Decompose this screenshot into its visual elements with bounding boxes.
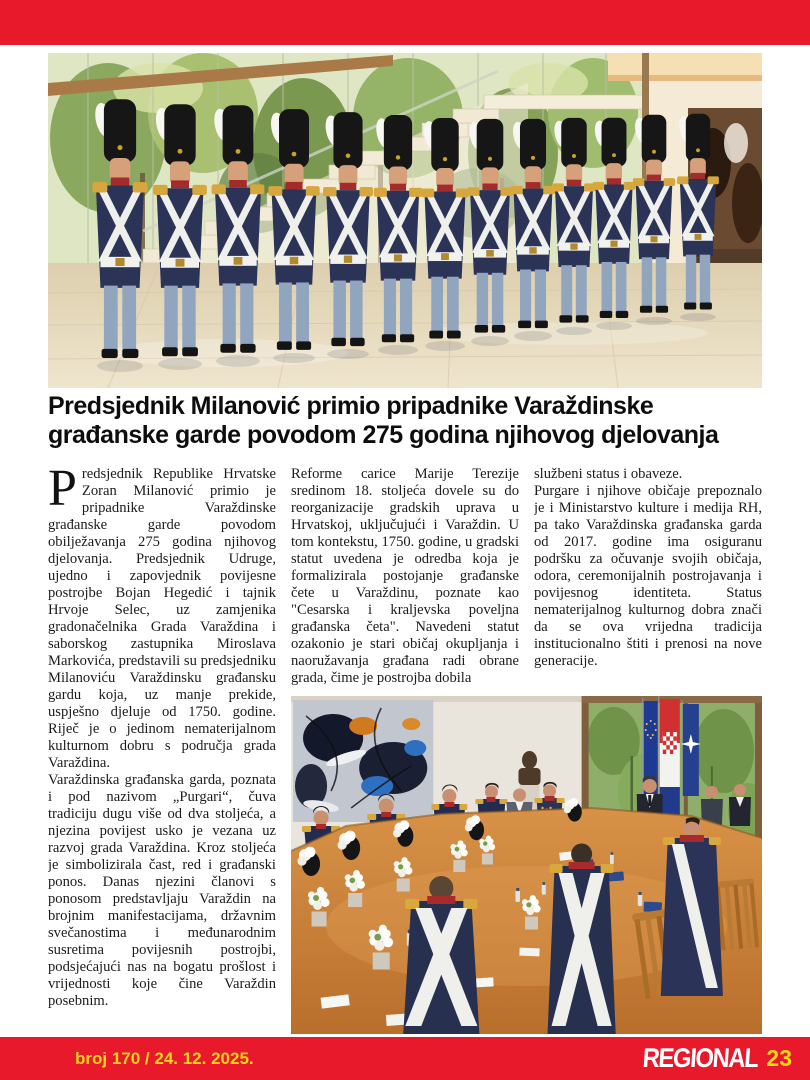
- article-headline: [48, 392, 768, 450]
- ceremony-photo: [48, 53, 762, 388]
- article-column-1: [48, 466, 276, 1028]
- top-red-bar: [0, 0, 810, 45]
- paragraph-text: redsjednik Republike Hrvatske Zoran Milanović primio je pripadnike Varaždinske građanske garde povodom obilježavanja 275 godina njihovog djelovanja. Predsjednik Udruge, ujedno i zapovjednik povijesne postrojbe Bojan Hegedić i tajnik Hrvoje Selec, uz zamjenika gradonačelnika Grada Varaždina i saborskog zastupnika Miroslava Markovića, predstavili su predsjedniku Milanoviću Varaždinsku građansku gardu koja, uz manje prekide, uspješno djeluje od 1750. godine. Riječ je o jedinom nematerijalnom kulturnom dobru s područja grada Varaždina.: [48, 466, 276, 771]
- headline-line-1: Predsjednik Milanović primio pripadnike Varaždinske: [48, 392, 654, 420]
- paragraph: [48, 466, 276, 772]
- meeting-photo-graphic: [291, 696, 762, 1034]
- paragraph: službeni status i obaveze.: [534, 466, 683, 482]
- page-number: 23: [766, 1045, 792, 1071]
- headline-line-2: građanske garde povodom 275 godina njihovog djelovanja: [48, 421, 719, 449]
- magazine-logo: REGIONAL: [641, 1043, 759, 1073]
- footer-right: [627, 1037, 792, 1080]
- paragraph: Purgare i njihove običaje prepoznalo je i Ministarstvo kulture i medija RH, pa tako Varaždinska građanska garda od 2017. godine ima osiguranu podršku za očuvanje svojih običaja, odora, ceremonijalnih postrojavanja i povijesnog identiteta. Status nematerijalnog kulturnog dobra znači da se ova vrijedna tradicija institucionalno štiti i prenosi na nove generacije.: [534, 483, 762, 669]
- article-body: [48, 466, 762, 1031]
- meeting-photo: [291, 696, 762, 1034]
- article-column-2: [291, 466, 519, 698]
- paragraph: Reforme carice Marije Terezije sredinom 18. stoljeća dovele su do reorganizacije gradskih uprava u Hrvatskoj, uključujući i Varaždin. U tom kontekstu, 1750. godine, u gradski statut uvedena je odredba koja je formalizirala postojanje građanske čete u Varaždinu, poznate kao "Cesarska i kraljevska poveljna građanska četa". Navedeni statut ozakonio je stari običaj okupljanja i naoružavanja građana radi obrane grada, čime je postrojba dobila: [291, 466, 519, 686]
- ceremony-photo-graphic: [48, 53, 762, 388]
- issue-info: broj 170 / 24. 12. 2025.: [75, 1049, 254, 1068]
- article-column-3: [534, 466, 762, 698]
- paragraph: Varaždinska građanska garda, poznata i pod nazivom „Purgari“, čuva tradiciju dugu više od dva stoljeća, a njezina povijest usko je vezana uz razvoj grada Varaždina. Kroz stoljeća je simbolizirala čast, red i građanski ponos. Danas njezini članovi s ponosom predstavljaju Varaždin na brojnim manifestacijama, državnim svečanostima i međunarodnim susretima povijesnih postrojbi, podsjećajući nas na bogatu prošlost i vrijednosti koje čine Varaždin posebnim.: [48, 772, 276, 1009]
- drop-cap: P: [48, 466, 77, 517]
